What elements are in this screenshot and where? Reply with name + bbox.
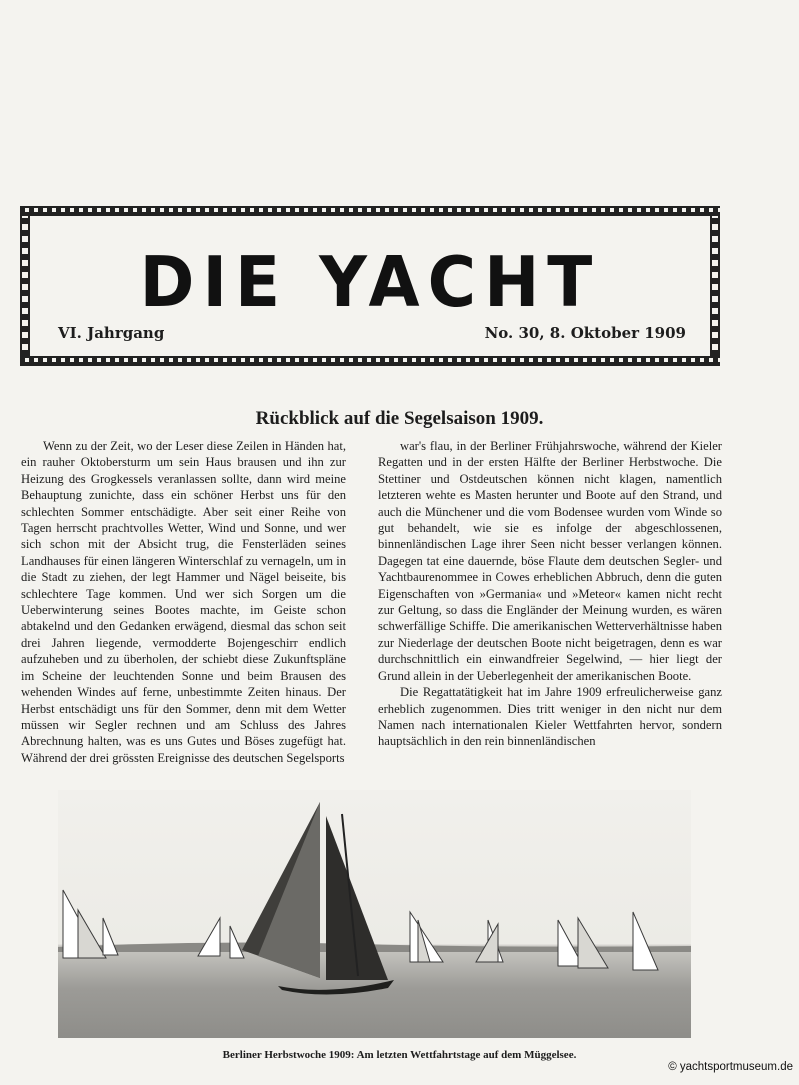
article-headline: Rückblick auf die Segelsaison 1909. <box>255 408 544 429</box>
paragraph: Die Regattatätigkeit hat im Jahre 1909 erfreulicherweise ganz erheblich zugenommen. Dies tritt weniger in den nicht nur dem Namen nach internationalen Kieler Wettfahrten hervor, sondern hauptsächlich in den rein binnenländischen <box>378 685 722 749</box>
paragraph: war's flau, in der Berliner Frühjahrswoche, während der Kieler Regatten und in der ersten Hälfte der Berliner Herbstwoche. Die Stettiner und Ostdeutschen können nicht klagen, namentlich letzteren wehte es Masten herunter und Boote auf den Strand, und auch die Münchener und die vom Bodensee wurden vom Winde so gut behandelt, wie sie es infolge der abgeschlossenen, binnenländischen Lage ihrer Seen nicht besser verlangen können. Dagegen tat eine dauernde, böse Flaute dem deutschen Segler- und Yachtbaurenommee in Cowes erheblichen Abbruch, denn die guten Eigenschaften von »Germania« und »Meteor« kamen nicht recht zur Geltung, so dass die Engländer der Meinung wurden, es wären schwerfällige Schiffe. Die amerikanischen Wetterverhältnisse haben zur Niederlage der deutschen Boote nicht beigetragen, denn es war durchschnittlich ein einwandfreier Segelwind, — hier liegt der Grund allein in der Ueberlegenheit der amerikanischen Boote. <box>378 439 722 683</box>
copyright-watermark: © yachtsportmuseum.de <box>668 1061 793 1073</box>
article-column-right <box>378 438 722 750</box>
volume-label: VI. Jahrgang <box>58 324 165 342</box>
regatta-photo <box>58 790 691 1038</box>
main-sailboat <box>242 802 394 995</box>
photo-caption: Berliner Herbstwoche 1909: Am letzten Wettfahrtstage auf dem Müggelsee. <box>222 1049 577 1061</box>
sailboats-illustration <box>58 790 691 1038</box>
paragraph: Wenn zu der Zeit, wo der Leser diese Zeilen in Händen hat, ein rauher Oktobersturm um sein Haus brausen und ihn zur Heizung des Grogkessels veranlassen sollte, dann wird meine Behauptung zunichte, dass ein schöner Herbst uns für den schlechten Sommer entschädigte. Aber seit einer Reihe von Tagen herrscht prachtvolles Wetter, Wind und Sonne, und wer sich schon mit der Absicht trug, die Fensterläden seines Landhauses für einen längeren Winterschlaf zu vernageln, um in die Stadt zu ziehen, der legt Hammer und Nägel beiseite, bis schlechtere Tage kommen. Und wer sich Sorgen um die Ueberwinterung seines Bootes machte, im Geiste schon abtakelnd und den Gedanken erwägend, diesmal das schon seit drei Jahren liegende, vermodderte Bojengeschirr endlich aufzuheben und zu überholen, der schiebt diese Zukunftspläne im Scheine der leuchtenden Sonne und beim Brausen des wehenden Windes auf ferne, unbestimmte Zeiten hinaus. Der Herbst entschädigt uns für den Sommer, denn mit dem Wetter müssen wir Segler rechnen und am Schluss des Jahres Abrechnung halten, was es uns Gutes und Böses zugefügt hat. Während der drei grössten Ereignisse des deutschen Segelsports <box>21 439 346 765</box>
masthead <box>20 206 720 366</box>
magazine-title: DIE YACHT <box>139 242 601 323</box>
issue-label: No. 30, 8. Oktober 1909 <box>484 324 686 342</box>
article-column-left <box>21 438 346 766</box>
ornamental-border-top <box>20 206 720 216</box>
ornamental-border-bottom <box>20 356 720 366</box>
